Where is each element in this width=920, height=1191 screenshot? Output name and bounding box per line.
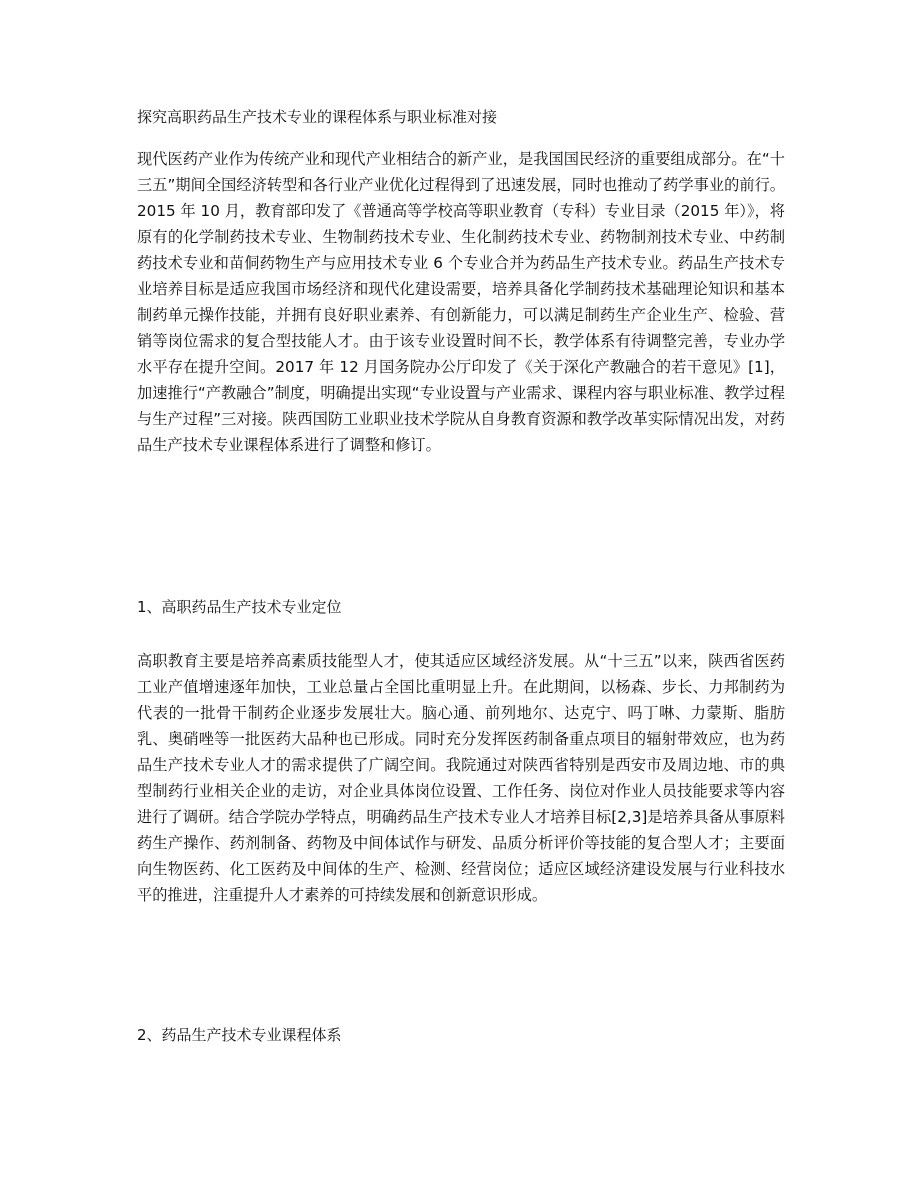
intro-paragraph: 现代医药产业作为传统产业和现代产业相结合的新产业，是我国国民经济的重要组成部分。在“十三五”期间全国经济转型和各行业产业优化过程得到了迅速发展，同时也推动了药学事业的前行。2015 年 10 月，教育部印发了《普通高等学校高等职业教育（专科）专业目录（2015 年）》，将原有的化学制药技术专业、生物制药技术专业、生化制药技术专业、药物制剂技术专业、中药制药技术专业和苗侗药物生产与应用技术专业 6 个专业合并为药品生产技术专业。药品生产技术专业培养目标是适应我国市场经济和现代化建设需要，培养具备化学制药技术基础理论知识和基本制药单元操作技能，并拥有良好职业素养、有创新能力，可以满足制药生产企业生产、检验、营销等岗位需求的复合型技能人才。由于该专业设置时间不长，教学体系有待调整完善，专业办学水平存在提升空间。2017 年 12 月国务院办公厅印发了《关于深化产教融合的若干意见》[1]，加速推行“产教融合”制度，明确提出实现“专业设置与产业需求、课程内容与职业标准、教学过程与生产过程”三对接。陕西国防工业职业技术学院从自身教育资源和教学改革实际情况出发，对药品生产技术专业课程体系进行了调整和修订。: [137, 150, 785, 454]
section-2-heading: 2、药品生产技术专业课程体系: [137, 1026, 342, 1044]
document-title: 探究高职药品生产技术专业的课程体系与职业标准对接: [137, 108, 498, 126]
section-1-paragraph: 高职教育主要是培养高素质技能型人才，使其适应区域经济发展。从“十三五”以来，陕西省医药工业产值增速逐年加快，工业总量占全国比重明显上升。在此期间，以杨森、步长、力邦制药为代表的一批骨干制药企业逐步发展壮大。脑心通、前列地尔、达克宁、吗丁啉、力蒙斯、脂肪乳、奥硝唑等一批医药大品种也已形成。同时充分发挥医药制备重点项目的辐射带效应，也为药品生产技术专业人才的需求提供了广阔空间。我院通过对陕西省特别是西安市及周边地、市的典型制药行业相关企业的走访，对企业具体岗位设置、工作任务、岗位对作业人员技能要求等内容进行了调研。结合学院办学特点，明确药品生产技术专业人才培养目标[2,3]是培养具备从事原料药生产操作、药剂制备、药物及中间体试作与研发、品质分析评价等技能的复合型人才；主要面向生物医药、化工医药及中间体的生产、检测、经营岗位；适应区域经济建设发展与行业科技水平的推进，注重提升人才素养的可持续发展和创新意识形成。: [137, 652, 785, 904]
section-1-heading: 1、高职药品生产技术专业定位: [137, 598, 342, 616]
